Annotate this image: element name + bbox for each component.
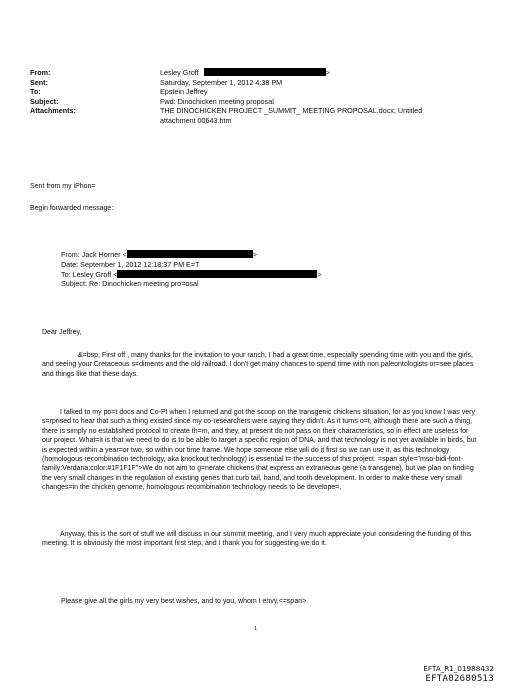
bates-number-1: EFTA_R1_01988432 xyxy=(423,664,494,673)
greeting: Dear Jeffrey, xyxy=(42,329,82,336)
forwarded-to-suffix: > xyxy=(317,269,322,279)
from-value: Lesley Groff xyxy=(160,68,199,77)
forwarded-header xyxy=(61,250,322,289)
paragraph-2: I talked to my po=t docs and Co-PI when I returned and got the scoop on the transgenic chickens situation, for as you know I was very s=rprised to hear that such a thing existed since my co-researchers were saying they didn't. As it turns o=t, although there are such a thing, there is simply no established protocol to create th=m, and they, at present do not pass on their characteristics, so in effect are useless for our project. What=it is that we need to do is to be able to target a specific region of DNA, and that technology is not yet available in birds, but is expected within a year=or two, so within our time frame. We hope someone else will do it first so we can use it, as this technology (homologous recombination technology, aka knockout technology) is essential t= the success of this project. =span style="mso-bidi-font-family:Verdana;color:#1F1F1F">We do not aim to g=nerate chickens that express an extraneous gene (a transgene), but we plan on findi=g the very small changes in the regulation of existing genes that curb tail, hand, and tooth development. In order to make these very small changes=in the chicken genome, homologous recombination technology needs to be develope=. xyxy=(42,409,477,492)
to-row xyxy=(30,87,480,97)
attachment-line-2: attachment 00643.htm xyxy=(160,115,232,125)
paragraph-3: Anyway, this is the sort of stuff we will discuss in our summit meeting, and I very much appreciate your considering the funding of this meeting. It is obviously the most important first step, and I thank you for suggesting we do it. xyxy=(42,531,472,548)
closing-line: Please give all the girls my very best wishes, and to you, whom I envy,<=span> xyxy=(61,598,307,605)
sent-value: Saturday, September 1, 2012 4:38 PM xyxy=(160,77,283,87)
forwarded-date: Date: September 1, 2012 12:18:37 PM E=T xyxy=(61,259,200,269)
attachments-label: Attachments: xyxy=(30,106,76,116)
forwarded-to: To: Lesley Groff < xyxy=(61,269,118,279)
sent-row xyxy=(30,78,480,88)
subject-row xyxy=(30,97,480,107)
forwarded-from-suffix: > xyxy=(252,250,257,259)
email-header xyxy=(30,68,480,126)
redaction-bar xyxy=(127,250,253,258)
subject-label: Subject: xyxy=(30,96,59,106)
sent-label: Sent: xyxy=(30,77,48,87)
from-suffix: > xyxy=(325,68,330,77)
redaction-bar xyxy=(204,68,326,76)
page-number: 1 xyxy=(254,626,258,632)
forwarded-from: From: Jack Horner < xyxy=(61,250,127,259)
redaction-bar xyxy=(117,270,317,278)
subject-value: Fwd: Dinochicken meeting proposal xyxy=(160,96,274,106)
bates-number-2: EFTA02680513 xyxy=(425,674,494,684)
paragraph-1: &=bsp; First off , many thanks for the invitation to your ranch, I had a great time, especially spending time with you and the girls, and seeing your Cretaceous s=diments and the old railroad. I don't get many chances to spend time with non paleontologists or=see places and things like that these days. xyxy=(42,352,474,378)
attachment-line-1: THE DINOCHICKEN PROJECT _SUMMIT_ MEETING PROPOSAL.docx; Untitled xyxy=(160,106,423,116)
from-label: From: xyxy=(30,68,51,77)
to-value: Epstein Jeffrey xyxy=(160,87,208,97)
sent-from-line: Sent from my iPhon= xyxy=(30,183,96,190)
to-label: To: xyxy=(30,87,41,97)
begin-forwarded-line: Begin forwarded message: xyxy=(30,205,114,212)
forwarded-subject: Subject: Re: Dinochicken meeting pro=osal xyxy=(61,279,199,289)
from-row xyxy=(30,68,480,78)
attachments-row xyxy=(30,106,480,125)
